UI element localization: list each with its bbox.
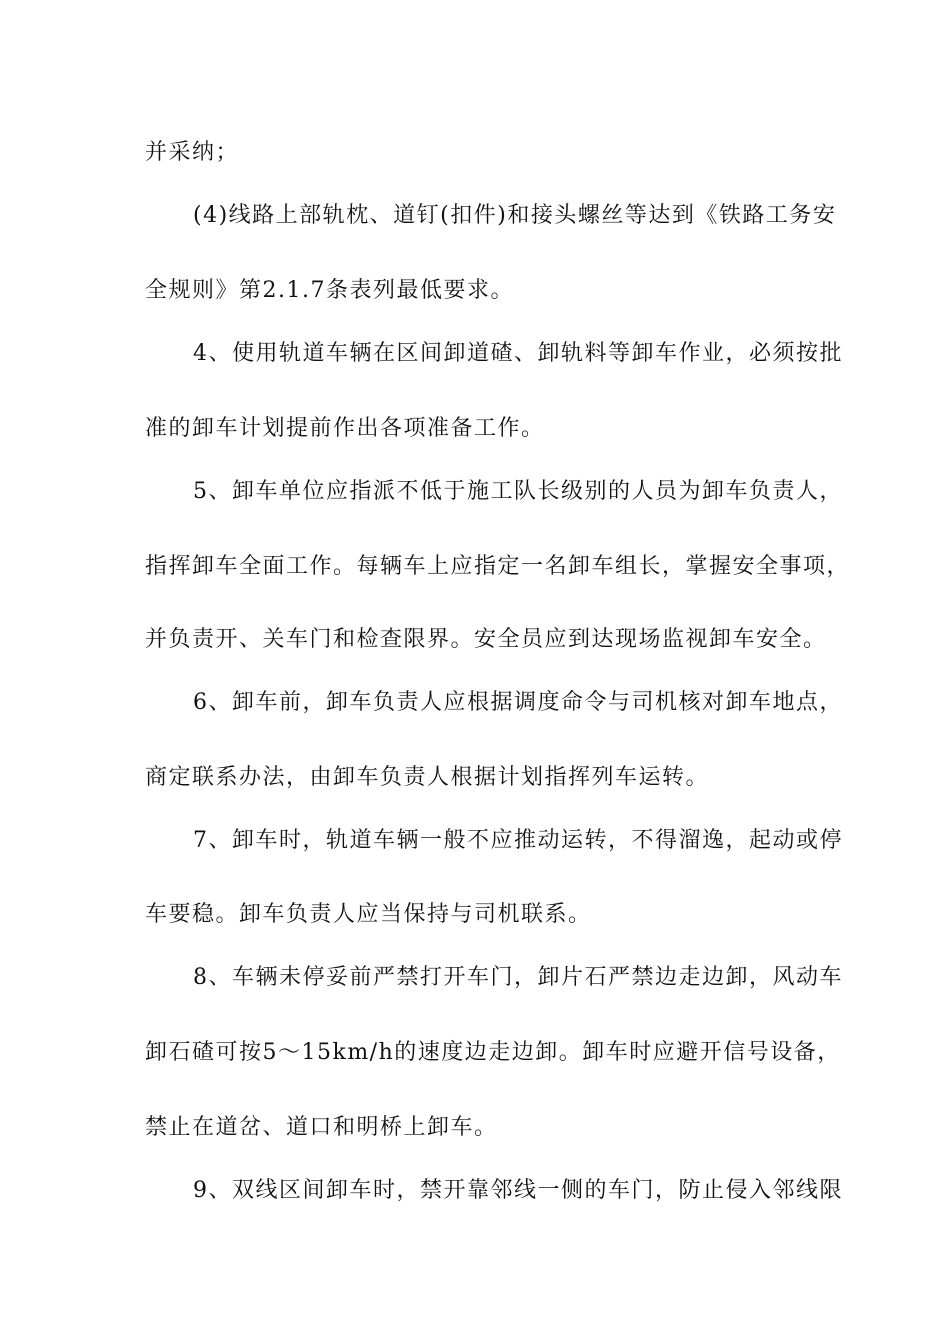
text-line: 全规则》第2.1.7条表列最低要求。 [145, 278, 514, 303]
text-line: 并采纳； [145, 140, 240, 165]
text-line: 8、车辆未停妥前严禁打开车门，卸片石严禁边走边卸，风动车 [193, 965, 843, 990]
text-line: 准的卸车计划提前作出各项准备工作。 [145, 416, 545, 441]
text-line: 商定联系办法，由卸车负责人根据计划指挥列车运转。 [145, 765, 710, 790]
text-line: 禁止在道岔、道口和明桥上卸车。 [145, 1115, 498, 1140]
text-line: 4、使用轨道车辆在区间卸道碴、卸轨料等卸车作业，必须按批 [193, 341, 843, 366]
text-line: 5、卸车单位应指派不低于施工队长级别的人员为卸车负责人， [193, 479, 843, 504]
text-line: 并负责开、关车门和检查限界。安全员应到达现场监视卸车安全。 [145, 627, 827, 652]
text-line: 6、卸车前，卸车负责人应根据调度命令与司机核对卸车地点， [193, 690, 843, 715]
text-line: (4)线路上部轨枕、道钉(扣件)和接头螺丝等达到《铁路工务安 [193, 203, 837, 228]
text-line: 指挥卸车全面工作。每辆车上应指定一名卸车组长，掌握安全事项， [145, 554, 851, 579]
text-line: 7、卸车时，轨道车辆一般不应推动运转，不得溜逸，起动或停 [193, 828, 843, 853]
text-line: 卸石碴可按5～15km/h的速度边走边卸。卸车时应避开信号设备， [145, 1040, 841, 1065]
text-line: 车要稳。卸车负责人应当保持与司机联系。 [145, 902, 592, 927]
text-line: 9、双线区间卸车时，禁开靠邻线一侧的车门，防止侵入邻线限 [193, 1178, 843, 1203]
